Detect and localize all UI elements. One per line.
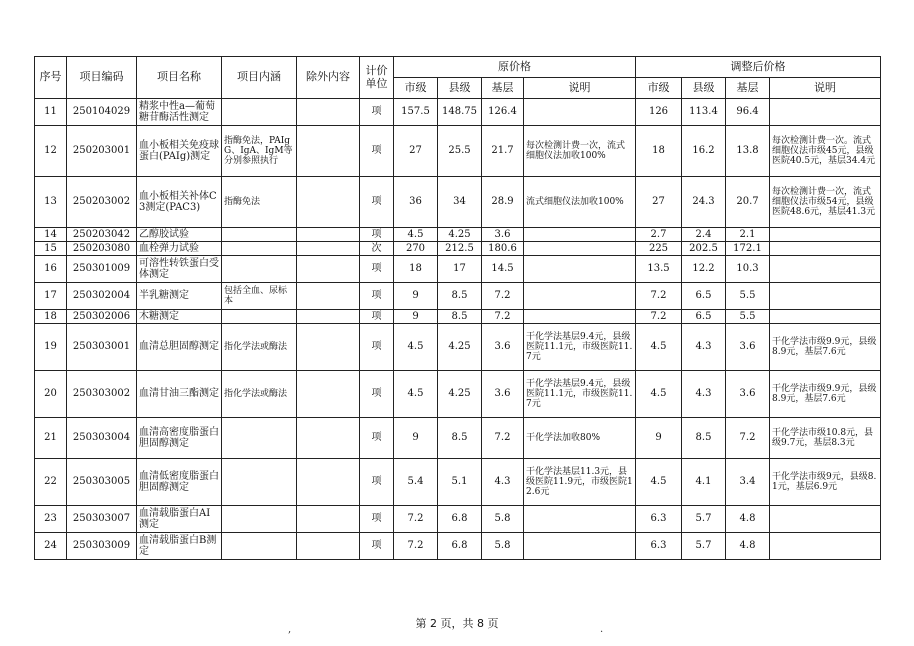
cell-unit: 项 [360, 177, 394, 228]
cell-seq: 12 [35, 126, 67, 177]
cell-exclude [297, 99, 360, 126]
cell-a-base: 2.1 [726, 228, 770, 242]
table-row [35, 283, 881, 310]
cell-o-note: 每次检测计费一次，流式细胞仪法加收100% [524, 126, 636, 177]
cell-o-city: 9 [394, 418, 438, 459]
header-content: 项目内涵 [222, 57, 297, 99]
cell-o-county: 6.8 [438, 506, 482, 533]
cell-o-county: 4.25 [438, 324, 482, 371]
cell-o-city: 7.2 [394, 506, 438, 533]
table-row [35, 459, 881, 506]
cell-exclude [297, 283, 360, 310]
cell-o-base: 5.8 [482, 506, 524, 533]
cell-exclude [297, 418, 360, 459]
table-row [35, 310, 881, 324]
cell-o-note [524, 283, 636, 310]
cell-content: 指化学法或酶法 [222, 324, 297, 371]
cell-name: 可溶性转铁蛋白受体测定 [137, 256, 222, 283]
cell-o-base: 21.7 [482, 126, 524, 177]
cell-o-county: 212.5 [438, 242, 482, 256]
cell-code: 250303005 [67, 459, 137, 506]
table-row [35, 99, 881, 126]
cell-o-county: 4.25 [438, 228, 482, 242]
cell-exclude [297, 177, 360, 228]
cell-code: 250302004 [67, 283, 137, 310]
cell-o-city: 18 [394, 256, 438, 283]
cell-o-city: 36 [394, 177, 438, 228]
cell-exclude [297, 310, 360, 324]
cell-a-note [770, 506, 881, 533]
cell-a-city: 126 [636, 99, 682, 126]
cell-a-county: 4.3 [682, 371, 726, 418]
cell-o-note: 干化学法基层11.3元，县级医院11.9元，市级医院12.6元 [524, 459, 636, 506]
cell-seq: 22 [35, 459, 67, 506]
cell-o-city: 9 [394, 283, 438, 310]
cell-exclude [297, 459, 360, 506]
cell-a-city: 9 [636, 418, 682, 459]
cell-o-county: 17 [438, 256, 482, 283]
cell-a-county: 6.5 [682, 310, 726, 324]
cell-a-city: 7.2 [636, 283, 682, 310]
cell-o-note [524, 310, 636, 324]
cell-o-base: 3.6 [482, 324, 524, 371]
cell-content: 指化学法或酶法 [222, 371, 297, 418]
cell-name: 乙醇胶试验 [137, 228, 222, 242]
cell-o-base: 7.2 [482, 418, 524, 459]
cell-o-base: 180.6 [482, 242, 524, 256]
cell-o-city: 9 [394, 310, 438, 324]
cell-content [222, 310, 297, 324]
cell-a-county: 8.5 [682, 418, 726, 459]
cell-a-county: 6.5 [682, 283, 726, 310]
cell-a-note: 每次检测计费一次，流式细胞仪法市级54元，县级医院48.6元，基层41.3元 [770, 177, 881, 228]
cell-exclude [297, 506, 360, 533]
cell-a-base: 13.8 [726, 126, 770, 177]
header-name: 项目名称 [137, 57, 222, 99]
cell-a-note [770, 256, 881, 283]
table-row [35, 533, 881, 560]
cell-o-city: 4.5 [394, 371, 438, 418]
cell-content: 包括全血、尿标本 [222, 283, 297, 310]
cell-code: 250203080 [67, 242, 137, 256]
cell-a-city: 4.5 [636, 459, 682, 506]
cell-unit: 项 [360, 228, 394, 242]
cell-exclude [297, 533, 360, 560]
cell-o-note: 干化学法基层9.4元，县级医院11.1元，市级医院11.7元 [524, 324, 636, 371]
cell-o-city: 157.5 [394, 99, 438, 126]
header-adj-county: 县级 [682, 78, 726, 99]
cell-a-county: 16.2 [682, 126, 726, 177]
cell-o-city: 27 [394, 126, 438, 177]
cell-code: 250203001 [67, 126, 137, 177]
cell-content [222, 533, 297, 560]
cell-seq: 18 [35, 310, 67, 324]
cell-a-base: 172.1 [726, 242, 770, 256]
cell-o-base: 14.5 [482, 256, 524, 283]
cell-name: 木糖测定 [137, 310, 222, 324]
cell-code: 250301009 [67, 256, 137, 283]
header-original-price: 原价格 [394, 57, 636, 78]
cell-code: 250203002 [67, 177, 137, 228]
cell-seq: 19 [35, 324, 67, 371]
cell-a-base: 10.3 [726, 256, 770, 283]
price-adjustment-table [34, 56, 881, 560]
cell-a-county: 24.3 [682, 177, 726, 228]
cell-code: 250303007 [67, 506, 137, 533]
cell-content [222, 418, 297, 459]
cell-a-city: 4.5 [636, 371, 682, 418]
cell-a-note [770, 533, 881, 560]
table-row [35, 126, 881, 177]
cell-o-note: 流式细胞仪法加收100% [524, 177, 636, 228]
cell-unit: 项 [360, 506, 394, 533]
cell-o-city: 4.5 [394, 228, 438, 242]
cell-a-note: 干化学法市级9.9元，县级8.9元，基层7.6元 [770, 371, 881, 418]
cell-name: 血清低密度脂蛋白胆固醇测定 [137, 459, 222, 506]
cell-unit: 项 [360, 99, 394, 126]
header-adj-note: 说明 [770, 78, 881, 99]
cell-a-base: 4.8 [726, 533, 770, 560]
cell-seq: 23 [35, 506, 67, 533]
header-adjusted-price: 调整后价格 [636, 57, 881, 78]
cell-exclude [297, 126, 360, 177]
header-unit: 计价单位 [360, 57, 394, 99]
cell-unit: 项 [360, 310, 394, 324]
cell-a-note: 干化学法市级10.8元，县级9.7元，基层8.3元 [770, 418, 881, 459]
cell-o-county: 148.75 [438, 99, 482, 126]
cell-seq: 11 [35, 99, 67, 126]
cell-a-city: 27 [636, 177, 682, 228]
cell-a-note: 干化学法市级9元，县级8.1元，基层6.9元 [770, 459, 881, 506]
cell-code: 250303001 [67, 324, 137, 371]
cell-a-base: 96.4 [726, 99, 770, 126]
table-row [35, 228, 881, 242]
cell-seq: 16 [35, 256, 67, 283]
table-row [35, 256, 881, 283]
cell-o-base: 3.6 [482, 228, 524, 242]
cell-a-county: 12.2 [682, 256, 726, 283]
cell-name: 血清载脂蛋白B测定 [137, 533, 222, 560]
cell-o-base: 3.6 [482, 371, 524, 418]
cell-o-base: 28.9 [482, 177, 524, 228]
cell-o-county: 8.5 [438, 283, 482, 310]
cell-o-county: 8.5 [438, 418, 482, 459]
cell-unit: 次 [360, 242, 394, 256]
cell-o-county: 8.5 [438, 310, 482, 324]
cell-a-city: 6.3 [636, 533, 682, 560]
cell-a-note [770, 310, 881, 324]
table-row [35, 418, 881, 459]
cell-exclude [297, 256, 360, 283]
cell-code: 250303004 [67, 418, 137, 459]
cell-a-county: 4.1 [682, 459, 726, 506]
cell-a-note: 干化学法市级9.9元，县级8.9元，基层7.6元 [770, 324, 881, 371]
cell-o-city: 4.5 [394, 324, 438, 371]
cell-exclude [297, 324, 360, 371]
cell-o-base: 7.2 [482, 283, 524, 310]
cell-o-note [524, 99, 636, 126]
header-orig-city: 市级 [394, 78, 438, 99]
cell-a-county: 4.3 [682, 324, 726, 371]
cell-o-county: 4.25 [438, 371, 482, 418]
cell-content [222, 242, 297, 256]
header-adj-base: 基层 [726, 78, 770, 99]
cell-a-city: 18 [636, 126, 682, 177]
cell-name: 血小板相关补体C3测定(PAC3) [137, 177, 222, 228]
cell-unit: 项 [360, 533, 394, 560]
cell-name: 血清总胆固醇测定 [137, 324, 222, 371]
cell-unit: 项 [360, 256, 394, 283]
cell-o-note [524, 533, 636, 560]
cell-content [222, 459, 297, 506]
header-code: 项目编码 [67, 57, 137, 99]
cell-o-city: 7.2 [394, 533, 438, 560]
cell-a-base: 20.7 [726, 177, 770, 228]
cell-o-county: 6.8 [438, 533, 482, 560]
cell-o-note: 干化学法加收80% [524, 418, 636, 459]
cell-code: 250303002 [67, 371, 137, 418]
cell-a-city: 6.3 [636, 506, 682, 533]
table-row [35, 242, 881, 256]
cell-unit: 项 [360, 418, 394, 459]
cell-seq: 17 [35, 283, 67, 310]
cell-seq: 20 [35, 371, 67, 418]
cell-a-base: 3.4 [726, 459, 770, 506]
cell-a-county: 2.4 [682, 228, 726, 242]
cell-o-county: 25.5 [438, 126, 482, 177]
table-body [35, 99, 881, 560]
table-row [35, 371, 881, 418]
cell-o-note [524, 256, 636, 283]
cell-exclude [297, 371, 360, 418]
cell-a-city: 13.5 [636, 256, 682, 283]
cell-seq: 13 [35, 177, 67, 228]
cell-a-city: 4.5 [636, 324, 682, 371]
cell-name: 血清高密度脂蛋白胆固醇测定 [137, 418, 222, 459]
cell-o-note [524, 506, 636, 533]
scan-mark: , [288, 624, 292, 635]
cell-content [222, 228, 297, 242]
cell-code: 250104029 [67, 99, 137, 126]
cell-o-note [524, 242, 636, 256]
cell-name: 半乳糖测定 [137, 283, 222, 310]
table-row [35, 324, 881, 371]
cell-exclude [297, 242, 360, 256]
cell-a-base: 5.5 [726, 310, 770, 324]
cell-content: 指酶免法 [222, 177, 297, 228]
header-exclude: 除外内容 [297, 57, 360, 99]
cell-exclude [297, 228, 360, 242]
cell-unit: 项 [360, 324, 394, 371]
cell-a-note [770, 242, 881, 256]
cell-unit: 项 [360, 283, 394, 310]
cell-a-base: 5.5 [726, 283, 770, 310]
cell-content [222, 99, 297, 126]
cell-a-city: 7.2 [636, 310, 682, 324]
cell-o-city: 270 [394, 242, 438, 256]
header-seq: 序号 [35, 57, 67, 99]
cell-code: 250302006 [67, 310, 137, 324]
cell-a-note: 每次检测计费一次。流式细胞仪法市级45元，县级医院40.5元，基层34.4元 [770, 126, 881, 177]
cell-a-base: 3.6 [726, 371, 770, 418]
cell-a-base: 7.2 [726, 418, 770, 459]
cell-a-county: 113.4 [682, 99, 726, 126]
scan-mark: . [600, 624, 604, 635]
cell-code: 250203042 [67, 228, 137, 242]
cell-seq: 14 [35, 228, 67, 242]
cell-code: 250303009 [67, 533, 137, 560]
cell-unit: 项 [360, 371, 394, 418]
cell-seq: 21 [35, 418, 67, 459]
cell-unit: 项 [360, 126, 394, 177]
cell-unit: 项 [360, 459, 394, 506]
cell-o-base: 4.3 [482, 459, 524, 506]
cell-content: 指酶免法，PAIgG、IgA、IgM等分别参照执行 [222, 126, 297, 177]
cell-a-base: 4.8 [726, 506, 770, 533]
cell-o-base: 7.2 [482, 310, 524, 324]
header-adj-city: 市级 [636, 78, 682, 99]
header-orig-note: 说明 [524, 78, 636, 99]
cell-a-note [770, 99, 881, 126]
cell-content [222, 506, 297, 533]
header-orig-county: 县级 [438, 78, 482, 99]
cell-a-note [770, 283, 881, 310]
cell-a-note [770, 228, 881, 242]
cell-name: 血小板相关免疫球蛋白(PAIg)测定 [137, 126, 222, 177]
table-row [35, 506, 881, 533]
cell-a-base: 3.6 [726, 324, 770, 371]
cell-name: 血清甘油三酯测定 [137, 371, 222, 418]
cell-o-base: 5.8 [482, 533, 524, 560]
header-orig-base: 基层 [482, 78, 524, 99]
cell-name: 血栓弹力试验 [137, 242, 222, 256]
cell-o-note: 干化学法基层9.4元，县级医院11.1元，市级医院11.7元 [524, 371, 636, 418]
cell-a-county: 5.7 [682, 506, 726, 533]
cell-o-county: 34 [438, 177, 482, 228]
cell-a-county: 202.5 [682, 242, 726, 256]
cell-a-city: 225 [636, 242, 682, 256]
cell-a-city: 2.7 [636, 228, 682, 242]
cell-seq: 15 [35, 242, 67, 256]
table-row [35, 177, 881, 228]
cell-name: 精浆中性a—葡萄糖苷酶活性测定 [137, 99, 222, 126]
cell-o-city: 5.4 [394, 459, 438, 506]
cell-seq: 24 [35, 533, 67, 560]
cell-o-county: 5.1 [438, 459, 482, 506]
cell-o-base: 126.4 [482, 99, 524, 126]
cell-o-note [524, 228, 636, 242]
page-number: 第 2 页，共 8 页 [415, 617, 499, 630]
cell-a-county: 5.7 [682, 533, 726, 560]
cell-content [222, 256, 297, 283]
cell-name: 血清载脂蛋白AⅠ测定 [137, 506, 222, 533]
